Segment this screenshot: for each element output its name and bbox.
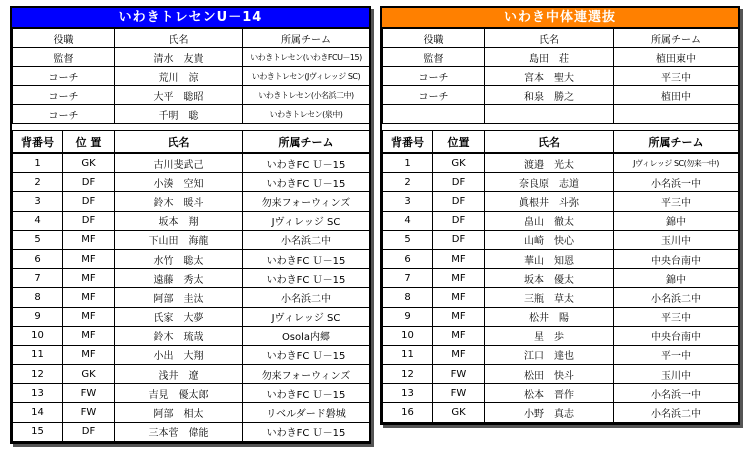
roster-row [383,211,739,230]
player-team: 平三中 [614,192,739,211]
staff-team: 植田中 [614,86,739,105]
roster-row [383,288,739,307]
player-team: 勿来フォーウィンズ [243,365,370,384]
staff-row [383,86,739,105]
player-name: 三瓶 草太 [485,288,614,307]
staff-row [13,48,370,67]
player-name: 吉見 優太郎 [115,384,243,403]
player-position: MF [63,345,115,364]
player-number: 10 [13,326,63,345]
player-number: 3 [13,192,63,211]
staff-row [383,48,739,67]
staff-role: コーチ [383,86,485,105]
player-name: 松本 晋作 [485,384,614,403]
staff-role [383,105,485,124]
roster-header-row [383,131,739,154]
player-number: 4 [13,211,63,230]
player-position: GK [63,365,115,384]
roster-row [383,403,739,422]
player-position: MF [63,230,115,249]
roster-row [383,249,739,268]
roster-row [13,230,370,249]
player-number: 13 [13,384,63,403]
staff-name: 千明 聡 [115,105,243,124]
player-number: 2 [13,173,63,192]
player-position: MF [433,249,485,268]
player-team: いわきFC Ｕ－15 [243,422,370,441]
player-number: 5 [383,230,433,249]
left-staff-table [12,28,370,124]
roster-row [13,269,370,288]
player-number: 11 [383,345,433,364]
player-name: 古川斐武己 [115,153,243,173]
player-position: MF [63,249,115,268]
right-team-title: いわき中体連選抜 [382,8,738,28]
staff-header-team: 所属チーム [614,29,739,48]
player-number: 12 [383,365,433,384]
player-number: 1 [383,153,433,173]
player-position: MF [63,288,115,307]
player-position: DF [433,173,485,192]
roster-row [383,345,739,364]
player-position: MF [63,326,115,345]
player-number: 9 [13,307,63,326]
player-number: 3 [383,192,433,211]
player-position: FW [433,384,485,403]
player-name: 浅井 遼 [115,365,243,384]
staff-header-row [383,29,739,48]
player-team: いわきFC Ｕ－15 [243,249,370,268]
player-name: 坂本 優太 [485,269,614,288]
player-team: Jヴィレッジ SC(勿来一中) [614,153,739,173]
roster-row [13,345,370,364]
staff-name: 島田 荘 [485,48,614,67]
player-number: 16 [383,403,433,422]
roster-header-number: 背番号 [383,131,433,154]
player-number: 1 [13,153,63,173]
roster-header-position: 位置 [433,131,485,154]
player-name: 畠山 徹太 [485,211,614,230]
player-team: いわきFC Ｕ－15 [243,269,370,288]
player-team: 小名浜一中 [614,173,739,192]
player-position: MF [433,345,485,364]
player-team: いわきFC Ｕ－15 [243,384,370,403]
staff-role: コーチ [383,67,485,86]
player-position: DF [433,230,485,249]
roster-row [13,384,370,403]
player-number: 4 [383,211,433,230]
player-position: DF [63,173,115,192]
staff-team: いわきトレセン(Jヴィレッジ SC) [243,67,370,86]
staff-header-role: 役職 [383,29,485,48]
player-name: 奈良原 志道 [485,173,614,192]
player-number: 7 [383,269,433,288]
left-team-title: いわきトレセンU－14 [12,8,369,28]
staff-header-name: 氏名 [485,29,614,48]
player-name: 松田 快斗 [485,365,614,384]
roster-header-name: 氏名 [115,131,243,154]
staff-role: 監督 [383,48,485,67]
player-number: 6 [13,249,63,268]
roster-row [383,173,739,192]
player-position: GK [433,403,485,422]
player-position: DF [63,211,115,230]
player-position: DF [433,211,485,230]
player-team: 中央台南中 [614,249,739,268]
roster-row [383,153,739,173]
player-team: いわきFC Ｕ－15 [243,173,370,192]
staff-role: コーチ [13,67,115,86]
roster-row [13,192,370,211]
player-name: 遠藤 秀太 [115,269,243,288]
staff-team: 平三中 [614,67,739,86]
player-team: 錦中 [614,211,739,230]
player-name: 小湊 空知 [115,173,243,192]
player-name: 小野 真志 [485,403,614,422]
player-number: 11 [13,345,63,364]
player-position: FW [63,403,115,422]
player-name: 下山田 海龍 [115,230,243,249]
player-team: 平一中 [614,345,739,364]
right-roster-table [382,130,739,423]
player-position: DF [63,422,115,441]
player-position: MF [433,307,485,326]
roster-row [13,249,370,268]
right-team-panel [380,6,740,425]
staff-row [383,105,739,124]
player-number: 2 [383,173,433,192]
player-position: MF [63,269,115,288]
staff-name: 宮本 聖大 [485,67,614,86]
staff-header-name: 氏名 [115,29,243,48]
roster-row [13,307,370,326]
left-roster-table [12,130,370,442]
player-position: MF [63,307,115,326]
player-name: 氏家 大夢 [115,307,243,326]
player-name: 松井 陽 [485,307,614,326]
staff-row [13,86,370,105]
player-position: GK [433,153,485,173]
roster-row [383,365,739,384]
player-name: 鈴木 暖斗 [115,192,243,211]
player-number: 15 [13,422,63,441]
player-team: いわきFC Ｕ－15 [243,345,370,364]
staff-role: コーチ [13,105,115,124]
player-name: 渡邉 光太 [485,153,614,173]
staff-team: 植田東中 [614,48,739,67]
staff-role: 監督 [13,48,115,67]
player-name: 江口 達也 [485,345,614,364]
roster-row [13,403,370,422]
roster-row [13,173,370,192]
player-number: 5 [13,230,63,249]
player-number: 10 [383,326,433,345]
player-position: FW [433,365,485,384]
staff-role: コーチ [13,86,115,105]
roster-row [13,365,370,384]
staff-team: いわきトレセン(いわきFCU－15) [243,48,370,67]
player-number: 9 [383,307,433,326]
player-team: 小名浜一中 [614,384,739,403]
player-position: MF [433,326,485,345]
player-name: 三本菅 偉能 [115,422,243,441]
player-team: 小名浜二中 [614,288,739,307]
roster-header-number: 背番号 [13,131,63,154]
staff-name [485,105,614,124]
roster-header-row [13,131,370,154]
player-position: MF [433,269,485,288]
staff-header-team: 所属チーム [243,29,370,48]
roster-row [13,326,370,345]
roster-row [383,192,739,211]
player-number: 6 [383,249,433,268]
player-team: 小名浜二中 [243,288,370,307]
staff-header-role: 役職 [13,29,115,48]
player-position: MF [433,288,485,307]
player-team: 小名浜二中 [243,230,370,249]
staff-name: 大平 聡昭 [115,86,243,105]
player-team: 中央台南中 [614,326,739,345]
player-team: 錦中 [614,269,739,288]
player-position: GK [63,153,115,173]
player-position: FW [63,384,115,403]
player-position: DF [433,192,485,211]
player-number: 12 [13,365,63,384]
player-number: 14 [13,403,63,422]
right-staff-table [382,28,739,124]
player-team: Osola内郷 [243,326,370,345]
player-number: 13 [383,384,433,403]
player-name: 水竹 聡太 [115,249,243,268]
staff-row [383,67,739,86]
left-team-panel [10,6,371,444]
player-name: 星 歩 [485,326,614,345]
staff-header-row [13,29,370,48]
player-team: 平三中 [614,307,739,326]
roster-header-position: 位 置 [63,131,115,154]
player-team: リベルダード磐城 [243,403,370,422]
player-team: Jヴィレッジ SC [243,307,370,326]
player-team: 玉川中 [614,230,739,249]
player-name: 坂本 翔 [115,211,243,230]
staff-team: いわきトレセン(小名浜二中) [243,86,370,105]
player-team: Jヴィレッジ SC [243,211,370,230]
player-position: DF [63,192,115,211]
roster-row [13,153,370,173]
staff-team: いわきトレセン(泉中) [243,105,370,124]
player-team: 小名浜二中 [614,403,739,422]
roster-row [13,288,370,307]
roster-header-name: 氏名 [485,131,614,154]
staff-name: 荒川 涼 [115,67,243,86]
player-number: 8 [13,288,63,307]
roster-row [383,230,739,249]
roster-row [383,269,739,288]
roster-row [383,326,739,345]
player-number: 7 [13,269,63,288]
roster-header-team: 所属チーム [614,131,739,154]
staff-row [13,67,370,86]
player-name: 山崎 快心 [485,230,614,249]
player-name: 小出 大翔 [115,345,243,364]
roster-row [13,211,370,230]
roster-header-team: 所属チーム [243,131,370,154]
staff-row [13,105,370,124]
player-team: いわきFC Ｕ－15 [243,153,370,173]
player-name: 眞根井 斗弥 [485,192,614,211]
player-number: 8 [383,288,433,307]
staff-name: 清水 友貴 [115,48,243,67]
staff-name: 和泉 勝之 [485,86,614,105]
player-team: 玉川中 [614,365,739,384]
roster-row [383,384,739,403]
player-name: 阿部 相太 [115,403,243,422]
player-name: 華山 知恩 [485,249,614,268]
player-name: 鈴木 琉哉 [115,326,243,345]
player-name: 阿部 圭汰 [115,288,243,307]
roster-row [383,307,739,326]
player-team: 勿来フォーウィンズ [243,192,370,211]
roster-row [13,422,370,441]
staff-team [614,105,739,124]
